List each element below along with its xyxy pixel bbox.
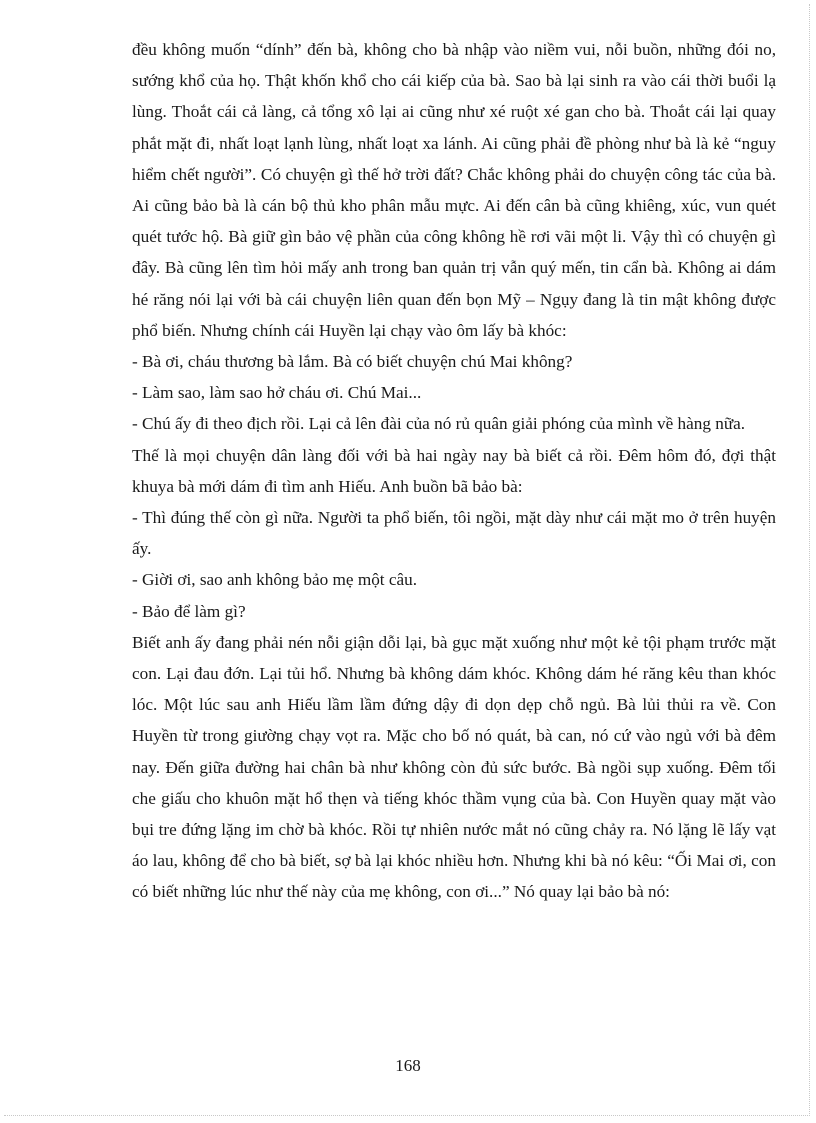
page-number: 168 [395,1056,421,1075]
dialogue-line-5: - Giời ơi, sao anh không bảo mẹ một câu. [132,570,418,590]
paragraph-2: Thế là mọi chuyện dân làng đối với bà hai ngày nay bà biết cả rồi. Đêm hôm đó, đợi thật khuya bà mới dám đi tìm anh Hiếu. Anh buồn bã bảo bà: [132,445,776,496]
dialogue-line-1: - Bà ơi, cháu thương bà lắm. Bà có biết chuyện chú Mai không? [132,352,573,372]
paragraph-3: Biết anh ấy đang phải nén nỗi giận dỗi lại, bà gục mặt xuống như một kẻ tội phạm trước mặt con. Lại đau đớn. Lại tủi hổ. Nhưng bà không dám khóc. Không dám hé răng kêu than khóc lóc. Một lúc sau anh Hiếu lầm lầm đứng dậy đi dọn dẹp chỗ ngủ. Bà lủi thủi ra về. Con Huyền từ trong giường chạy vọt ra. Mặc cho bố nó quát, bà can, nó cứ vào ngủ với bà đêm nay. Đến giữa đường hai chân bà như không còn đủ sức bước. Bà ngồi sụp xuống. Đêm tối che giấu cho khuôn mặt hổ thẹn và tiếng khóc thầm vụng của bà. Con Huyền quay mặt vào bụi tre đứng lặng im chờ bà khóc. Rồi tự nhiên nước mắt nó cũng chảy ra. Nó lặng lẽ lấy vạt áo lau, không để cho bà biết, sợ bà lại khóc nhiều hơn. Nhưng khi bà nó kêu: “Ối Mai ơi, con có biết những lúc như thế này của mẹ không, con ơi...” Nó quay lại bảo bà nó: [132,632,776,902]
paragraph-1: đều không muốn “dính” đến bà, không cho bà nhập vào niềm vui, nỗi buồn, những đói no, sướng khổ của họ. Thật khốn khổ cho cái kiếp của bà. Sao bà lại sinh ra vào cái thời buổi lạ lùng. Thoắt cái cả làng, cả tổng xô lại ai cũng như xé ruột xé gan cho bà. Thoắt cái lại quay phắt mặt đi, nhất loạt lạnh lùng, nhất loạt xa lánh. Ai cũng phải đề phòng như bà là kẻ “nguy hiểm chết người”. Có chuyện gì thế hở trời đất? Chắc không phải do chuyện công tác của bà. Ai cũng bảo bà là cán bộ thủ kho phân mẫu mực. Ai đến cân bà cũng khiêng, xúc, vun quét quét tước hộ. Bà giữ gìn bảo vệ phần của công không hề rơi vãi một li. Vậy thì có chuyện gì đây. Bà cũng lên tìm hỏi mấy anh trong ban quản trị vẫn quý mến, tin cẩn bà. Không ai dám hé răng nói lại với bà cái chuyện liên quan đến bọn Mỹ – Ngụy đang là tin mật không được phổ biến. Nhưng chính cái Huyền lại chạy vào ôm lấy bà khóc: [132,40,776,340]
document-body [132,34,776,908]
dialogue-line-6: - Bảo để làm gì? [132,601,246,621]
dialogue-line-3: - Chú ấy đi theo địch rồi. Lại cả lên đài của nó rủ quân giải phóng của mình về hàng nữa. [132,414,746,434]
dialogue-line-2: - Làm sao, làm sao hở cháu ơi. Chú Mai... [132,383,422,403]
dialogue-line-4: - Thì đúng thế còn gì nữa. Người ta phổ biến, tôi ngồi, mặt dày như cái mặt mo ở trên huyện ấy. [132,508,776,559]
